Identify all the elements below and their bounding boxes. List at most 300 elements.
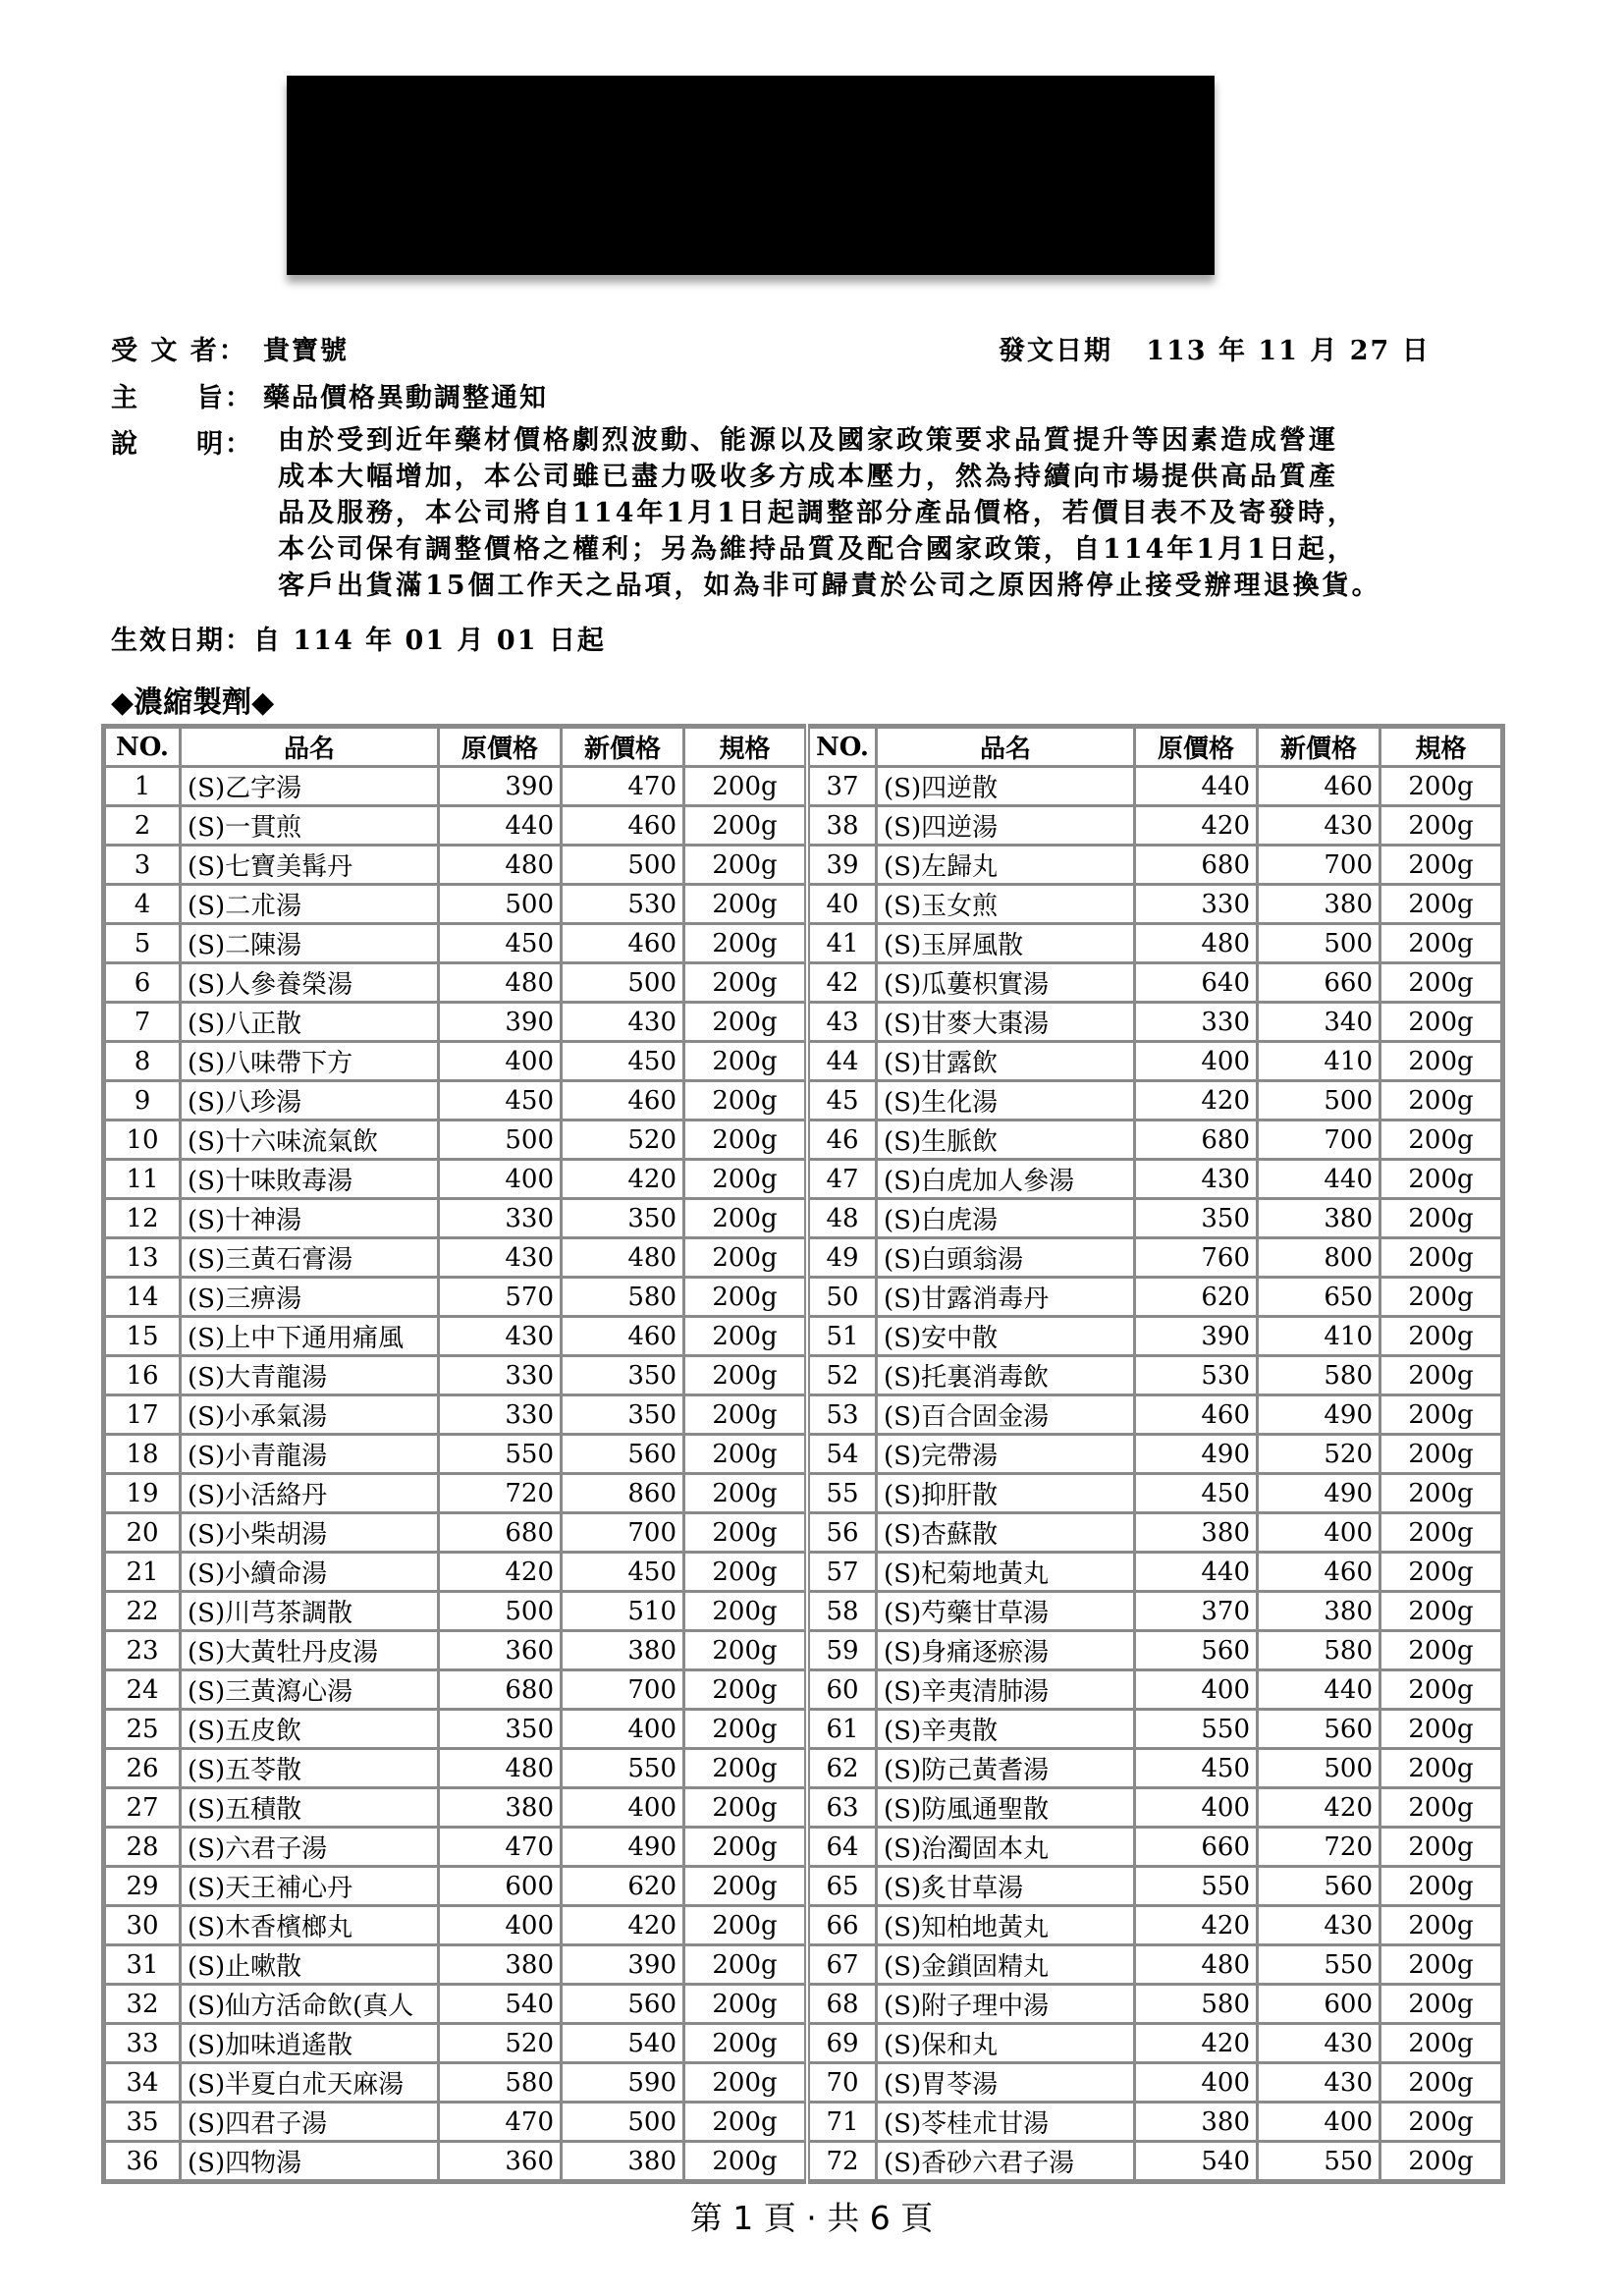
cell-old-price: 470 [439,2103,562,2142]
cell-old-price: 580 [1135,1985,1258,2024]
table-row [104,1513,1503,1553]
cell-old-price: 330 [439,1199,562,1238]
cell-old-price: 400 [439,1042,562,1081]
cell-old-price: 400 [439,1906,562,1945]
cell-spec: 200g [1380,1474,1503,1513]
cell-name: (S)加味逍遙散 [181,2024,439,2063]
col-header-spec: 規格 [1380,727,1503,767]
cell-name: (S)二陳湯 [181,924,439,963]
recipient-value: 貴寶號 [263,336,349,366]
cell-no: 70 [807,2063,877,2103]
cell-name: (S)身痛逐瘀湯 [877,1631,1135,1670]
cell-spec: 200g [684,1474,808,1513]
cell-old-price: 440 [1135,767,1258,806]
cell-new-price: 590 [562,2063,684,2103]
subject-line [111,376,548,414]
table-row [104,1003,1503,1042]
col-header-no: NO. [104,727,181,767]
cell-name: (S)白頭翁湯 [877,1238,1135,1278]
cell-old-price: 580 [439,2063,562,2103]
cell-new-price: 560 [1258,1710,1380,1749]
cell-spec: 200g [1380,1081,1503,1121]
cell-old-price: 570 [439,1278,562,1317]
cell-spec: 200g [684,1003,808,1042]
cell-no: 10 [104,1121,181,1160]
table-row [104,2024,1503,2063]
cell-name: (S)防風通聖散 [877,1788,1135,1828]
cell-old-price: 500 [439,1592,562,1631]
cell-name: (S)芍藥甘草湯 [877,1592,1135,1631]
cell-spec: 200g [684,2142,808,2182]
cell-no: 18 [104,1435,181,1474]
cell-no: 61 [807,1710,877,1749]
cell-name: (S)安中散 [877,1317,1135,1356]
cell-spec: 200g [1380,1788,1503,1828]
effective-date-value: 自 114 年 01 月 01 日起 [253,626,606,656]
description-label: 說 明： [111,429,253,460]
cell-no: 49 [807,1238,877,1278]
cell-old-price: 680 [1135,1121,1258,1160]
cell-spec: 200g [684,767,808,806]
cell-spec: 200g [1380,2142,1503,2182]
cell-spec: 200g [684,963,808,1003]
col-header-old-price: 原價格 [439,727,562,767]
cell-name: (S)杏蘇散 [877,1513,1135,1553]
cell-new-price: 460 [1258,767,1380,806]
cell-new-price: 430 [1258,806,1380,846]
cell-no: 48 [807,1199,877,1238]
cell-new-price: 600 [1258,1985,1380,2024]
table-row [104,1906,1503,1945]
cell-old-price: 330 [1135,885,1258,924]
cell-name: (S)八珍湯 [181,1081,439,1121]
table-row [104,1670,1503,1710]
cell-name: (S)玉屏風散 [877,924,1135,963]
cell-spec: 200g [1380,1985,1503,2024]
cell-no: 54 [807,1435,877,1474]
cell-new-price: 380 [562,1631,684,1670]
cell-new-price: 580 [562,1278,684,1317]
cell-new-price: 460 [562,1317,684,1356]
cell-no: 22 [104,1592,181,1631]
cell-spec: 200g [684,1121,808,1160]
table-row [104,1631,1503,1670]
cell-old-price: 390 [439,1003,562,1042]
cell-name: (S)八正散 [181,1003,439,1042]
cell-old-price: 480 [1135,1945,1258,1985]
cell-spec: 200g [1380,1553,1503,1592]
cell-new-price: 860 [562,1474,684,1513]
cell-spec: 200g [1380,2024,1503,2063]
cell-new-price: 460 [562,1081,684,1121]
cell-name: (S)苓桂朮甘湯 [877,2103,1135,2142]
table-row [104,1788,1503,1828]
cell-new-price: 430 [1258,1906,1380,1945]
cell-new-price: 620 [562,1867,684,1906]
cell-new-price: 700 [1258,1121,1380,1160]
cell-no: 57 [807,1553,877,1592]
col-header-old-price: 原價格 [1135,727,1258,767]
col-header-name: 品名 [181,727,439,767]
cell-new-price: 500 [562,2103,684,2142]
cell-old-price: 480 [1135,924,1258,963]
cell-new-price: 420 [562,1160,684,1199]
cell-old-price: 530 [1135,1356,1258,1395]
issue-date-line [999,329,1431,367]
table-row [104,1081,1503,1121]
cell-name: (S)四逆散 [877,767,1135,806]
cell-no: 51 [807,1317,877,1356]
cell-new-price: 560 [562,1435,684,1474]
cell-spec: 200g [1380,1238,1503,1278]
cell-no: 43 [807,1003,877,1042]
table-row [104,885,1503,924]
cell-name: (S)四逆湯 [877,806,1135,846]
cell-new-price: 380 [1258,885,1380,924]
cell-old-price: 660 [1135,1828,1258,1867]
cell-spec: 200g [684,2063,808,2103]
cell-new-price: 350 [562,1199,684,1238]
cell-new-price: 700 [562,1670,684,1710]
cell-spec: 200g [684,1513,808,1553]
cell-spec: 200g [684,1867,808,1906]
cell-spec: 200g [684,1356,808,1395]
table-row [104,924,1503,963]
cell-spec: 200g [684,1081,808,1121]
cell-spec: 200g [684,1670,808,1710]
cell-name: (S)木香檳榔丸 [181,1906,439,1945]
table-row [104,1985,1503,2024]
cell-old-price: 330 [439,1395,562,1435]
cell-spec: 200g [684,846,808,885]
cell-no: 46 [807,1121,877,1160]
cell-old-price: 550 [1135,1710,1258,1749]
cell-name: (S)小續命湯 [181,1553,439,1592]
cell-name: (S)辛夷散 [877,1710,1135,1749]
cell-name: (S)香砂六君子湯 [877,2142,1135,2182]
cell-name: (S)四君子湯 [181,2103,439,2142]
description-line: 成本大幅增加，本公司雖已盡力吸收多方成本壓力，然為持續向市場提供高品質產 [278,462,1338,492]
cell-no: 64 [807,1828,877,1867]
cell-no: 44 [807,1042,877,1081]
cell-old-price: 450 [439,1081,562,1121]
table-header-row [104,727,1503,767]
cell-spec: 200g [684,1042,808,1081]
table-row [104,1238,1503,1278]
cell-spec: 200g [1380,1945,1503,1985]
cell-spec: 200g [1380,1592,1503,1631]
cell-spec: 200g [684,1592,808,1631]
cell-old-price: 420 [1135,1081,1258,1121]
cell-old-price: 480 [439,1749,562,1788]
cell-new-price: 490 [1258,1474,1380,1513]
cell-no: 63 [807,1788,877,1828]
cell-no: 36 [104,2142,181,2182]
effective-date-label: 生效日期： [111,626,253,656]
page-indicator: 第 1 頁 · 共 6 頁 [689,2199,934,2237]
cell-old-price: 360 [439,1631,562,1670]
cell-new-price: 500 [562,846,684,885]
cell-new-price: 400 [1258,2103,1380,2142]
cell-new-price: 380 [1258,1592,1380,1631]
cell-no: 4 [104,885,181,924]
cell-name: (S)三痹湯 [181,1278,439,1317]
cell-new-price: 460 [562,806,684,846]
cell-spec: 200g [1380,846,1503,885]
col-header-new-price: 新價格 [562,727,684,767]
table-row [104,1474,1503,1513]
cell-new-price: 490 [562,1828,684,1867]
table-row [104,1317,1503,1356]
cell-spec: 200g [1380,1042,1503,1081]
cell-new-price: 440 [1258,1670,1380,1710]
cell-no: 29 [104,1867,181,1906]
cell-no: 8 [104,1042,181,1081]
cell-spec: 200g [1380,2063,1503,2103]
cell-new-price: 560 [562,1985,684,2024]
cell-no: 30 [104,1906,181,1945]
cell-name: (S)小承氣湯 [181,1395,439,1435]
cell-old-price: 330 [439,1356,562,1395]
cell-old-price: 560 [1135,1631,1258,1670]
table-body [104,767,1503,2182]
cell-spec: 200g [1380,1670,1503,1710]
cell-old-price: 380 [1135,1513,1258,1553]
cell-old-price: 380 [439,1945,562,1985]
cell-old-price: 540 [439,1985,562,2024]
cell-name: (S)玉女煎 [877,885,1135,924]
cell-spec: 200g [1380,1003,1503,1042]
description-line: 品及服務，本公司將自114年1月1日起調整部分產品價格，若價目表不及寄發時， [278,498,1357,528]
cell-name: (S)甘麥大棗湯 [877,1003,1135,1042]
cell-name: (S)抑肝散 [877,1474,1135,1513]
cell-no: 39 [807,846,877,885]
table-row [104,1278,1503,1317]
cell-old-price: 450 [1135,1749,1258,1788]
cell-old-price: 420 [1135,1906,1258,1945]
cell-spec: 200g [684,1945,808,1985]
cell-new-price: 660 [1258,963,1380,1003]
cell-spec: 200g [1380,1631,1503,1670]
col-header-new-price: 新價格 [1258,727,1380,767]
cell-no: 11 [104,1160,181,1199]
cell-no: 27 [104,1788,181,1828]
cell-new-price: 460 [562,924,684,963]
cell-old-price: 550 [439,1435,562,1474]
cell-name: (S)六君子湯 [181,1828,439,1867]
cell-no: 42 [807,963,877,1003]
cell-no: 31 [104,1945,181,1985]
cell-spec: 200g [1380,924,1503,963]
cell-new-price: 700 [562,1513,684,1553]
cell-new-price: 520 [562,1121,684,1160]
cell-new-price: 350 [562,1395,684,1435]
cell-spec: 200g [1380,1278,1503,1317]
cell-spec: 200g [1380,1513,1503,1553]
cell-new-price: 500 [1258,1081,1380,1121]
cell-name: (S)四物湯 [181,2142,439,2182]
description-body [278,422,1381,604]
cell-no: 67 [807,1945,877,1985]
cell-old-price: 420 [1135,806,1258,846]
cell-new-price: 500 [1258,1749,1380,1788]
cell-name: (S)十神湯 [181,1199,439,1238]
cell-no: 33 [104,2024,181,2063]
cell-name: (S)三黃瀉心湯 [181,1670,439,1710]
cell-no: 6 [104,963,181,1003]
cell-name: (S)大黃牡丹皮湯 [181,1631,439,1670]
cell-name: (S)杞菊地黃丸 [877,1553,1135,1592]
cell-name: (S)附子理中湯 [877,1985,1135,2024]
cell-no: 41 [807,924,877,963]
cell-no: 34 [104,2063,181,2103]
description-line: 客戶出貨滿15個工作天之品項，如為非可歸責於公司之原因將停止接受辦理退換貨。 [278,571,1381,601]
cell-old-price: 420 [1135,2024,1258,2063]
cell-name: (S)小活絡丹 [181,1474,439,1513]
description-line: 本公司保有調整價格之權利；另為維持品質及配合國家政策，自114年1月1日起， [278,534,1357,565]
cell-old-price: 430 [439,1317,562,1356]
cell-old-price: 380 [1135,2103,1258,2142]
issue-date-label: 發文日期 [999,336,1112,366]
cell-spec: 200g [1380,1317,1503,1356]
cell-old-price: 540 [1135,2142,1258,2182]
table-row [104,1828,1503,1867]
cell-name: (S)生化湯 [877,1081,1135,1121]
cell-old-price: 360 [439,2142,562,2182]
cell-old-price: 450 [439,924,562,963]
subject-label: 主 旨： [111,383,253,413]
cell-old-price: 400 [1135,1042,1258,1081]
cell-name: (S)白虎加人參湯 [877,1160,1135,1199]
cell-name: (S)小青龍湯 [181,1435,439,1474]
cell-name: (S)五皮飲 [181,1710,439,1749]
cell-name: (S)三黃石膏湯 [181,1238,439,1278]
cell-no: 37 [807,767,877,806]
cell-name: (S)半夏白朮天麻湯 [181,2063,439,2103]
cell-old-price: 450 [1135,1474,1258,1513]
cell-new-price: 390 [562,1945,684,1985]
table-row [104,1945,1503,1985]
cell-no: 20 [104,1513,181,1553]
cell-no: 23 [104,1631,181,1670]
cell-name: (S)胃苓湯 [877,2063,1135,2103]
cell-old-price: 390 [439,767,562,806]
cell-new-price: 400 [1258,1513,1380,1553]
cell-no: 60 [807,1670,877,1710]
cell-no: 65 [807,1867,877,1906]
cell-no: 7 [104,1003,181,1042]
cell-name: (S)一貫煎 [181,806,439,846]
cell-new-price: 410 [1258,1042,1380,1081]
cell-old-price: 400 [1135,2063,1258,2103]
cell-no: 1 [104,767,181,806]
cell-name: (S)甘露飲 [877,1042,1135,1081]
cell-no: 52 [807,1356,877,1395]
cell-name: (S)川芎茶調散 [181,1592,439,1631]
cell-old-price: 520 [439,2024,562,2063]
cell-spec: 200g [684,1985,808,2024]
cell-name: (S)十六味流氣飲 [181,1121,439,1160]
cell-name: (S)治濁固本丸 [877,1828,1135,1867]
cell-new-price: 350 [562,1356,684,1395]
table-row [104,2142,1503,2182]
cell-new-price: 800 [1258,1238,1380,1278]
cell-old-price: 550 [1135,1867,1258,1906]
table-row [104,963,1503,1003]
table-row [104,1160,1503,1199]
cell-spec: 200g [1380,963,1503,1003]
cell-spec: 200g [684,1278,808,1317]
cell-old-price: 720 [439,1474,562,1513]
cell-no: 45 [807,1081,877,1121]
issue-date-value: 113 年 11 月 27 日 [1146,336,1431,366]
description-line: 由於受到近年藥材價格劇烈波動、能源以及國家政策要求品質提升等因素造成營運 [278,425,1338,456]
cell-spec: 200g [1380,1356,1503,1395]
table-row [104,846,1503,885]
cell-spec: 200g [684,1238,808,1278]
cell-new-price: 430 [1258,2024,1380,2063]
cell-name: (S)甘露消毒丹 [877,1278,1135,1317]
cell-no: 47 [807,1160,877,1199]
cell-new-price: 440 [1258,1160,1380,1199]
cell-name: (S)七寶美髯丹 [181,846,439,885]
cell-spec: 200g [1380,2103,1503,2142]
cell-name: (S)白虎湯 [877,1199,1135,1238]
cell-name: (S)五苓散 [181,1749,439,1788]
cell-new-price: 420 [1258,1788,1380,1828]
cell-old-price: 470 [439,1828,562,1867]
cell-spec: 200g [1380,1435,1503,1474]
cell-old-price: 500 [439,885,562,924]
cell-new-price: 450 [562,1042,684,1081]
cell-old-price: 440 [1135,1553,1258,1592]
cell-new-price: 720 [1258,1828,1380,1867]
table-row [104,2063,1503,2103]
cell-no: 21 [104,1553,181,1592]
cell-spec: 200g [684,1199,808,1238]
cell-no: 72 [807,2142,877,2182]
cell-new-price: 510 [562,1592,684,1631]
subject-value: 藥品價格異動調整通知 [263,383,548,413]
cell-new-price: 550 [1258,1945,1380,1985]
cell-no: 3 [104,846,181,885]
cell-name: (S)十味敗毒湯 [181,1160,439,1199]
col-header-name: 品名 [877,727,1135,767]
cell-old-price: 640 [1135,963,1258,1003]
cell-spec: 200g [684,1828,808,1867]
cell-old-price: 760 [1135,1238,1258,1278]
cell-new-price: 550 [562,1749,684,1788]
cell-no: 66 [807,1906,877,1945]
table-row [104,2103,1503,2142]
cell-spec: 200g [1380,1749,1503,1788]
cell-name: (S)左歸丸 [877,846,1135,885]
cell-spec: 200g [684,1435,808,1474]
cell-no: 26 [104,1749,181,1788]
table-row [104,1356,1503,1395]
cell-no: 17 [104,1395,181,1435]
table-row [104,1592,1503,1631]
cell-old-price: 480 [439,846,562,885]
cell-spec: 200g [1380,1160,1503,1199]
cell-new-price: 460 [1258,1553,1380,1592]
cell-name: (S)止嗽散 [181,1945,439,1985]
cell-name: (S)防己黃耆湯 [877,1749,1135,1788]
cell-new-price: 480 [562,1238,684,1278]
cell-name: (S)人參養榮湯 [181,963,439,1003]
cell-new-price: 400 [562,1710,684,1749]
cell-new-price: 500 [1258,924,1380,963]
